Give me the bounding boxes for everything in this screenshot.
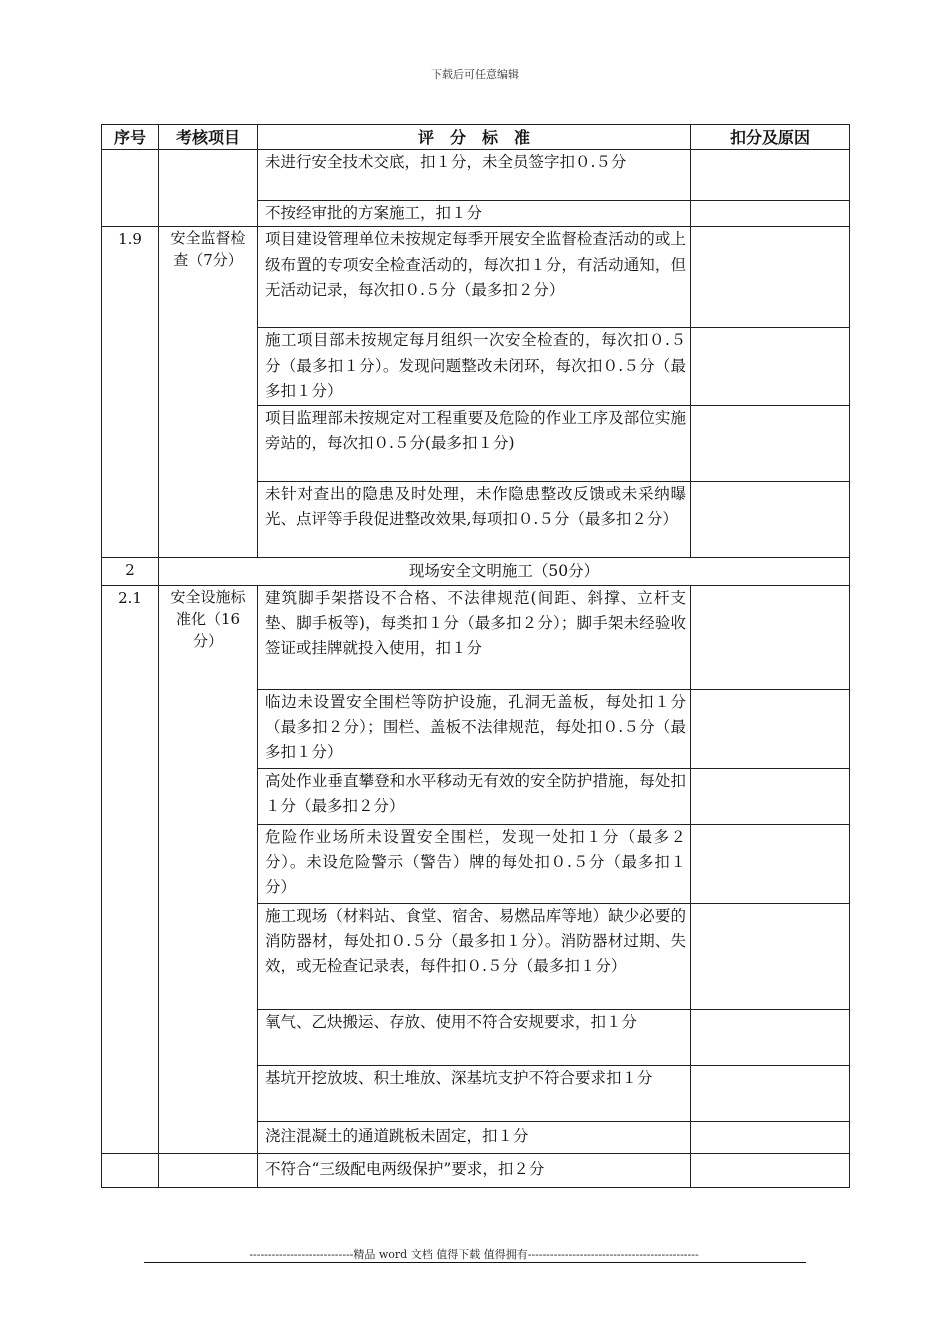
table-row	[102, 1153, 850, 1187]
criteria-cell: 建筑脚手架搭设不合格、不法律规范(间距、斜撑、立杆支垫、脚手板等)，每类扣１分（最多扣２分）；脚手架未经验收签证或挂牌就投入使用，扣１分	[258, 585, 691, 689]
table-row	[102, 585, 850, 689]
deduction-cell[interactable]	[691, 585, 850, 689]
deduction-cell[interactable]	[691, 824, 850, 903]
item-cell-empty	[159, 1153, 258, 1187]
deduction-cell[interactable]	[691, 328, 850, 405]
deduction-cell[interactable]	[691, 1009, 850, 1065]
page-footer: ----------------------------精品 word 文档 值得下载 值得拥有----------------------------------------------	[249, 1248, 699, 1261]
deduction-cell[interactable]	[691, 227, 850, 328]
assessment-table	[101, 124, 850, 1188]
criteria-cell: 氧气、乙炔搬运、存放、使用不符合安规要求，扣１分	[258, 1009, 691, 1065]
deduction-cell[interactable]	[691, 150, 850, 201]
criteria-cell: 未针对查出的隐患及时处理，未作隐患整改反馈或未采纳曝光、点评等手段促进整改效果,每项扣０.５分（最多扣２分）	[258, 481, 691, 557]
criteria-cell: 施工项目部未按规定每月组织一次安全检查的，每次扣０.５分（最多扣１分）。发现问题整改未闭环，每次扣０.５分（最多扣１分）	[258, 328, 691, 405]
header-criteria: 评 分 标 准	[258, 125, 691, 150]
section-title: 现场安全文明施工（50分）	[159, 557, 850, 585]
item-cell-empty	[159, 150, 258, 227]
page-header: 下载后可任意编辑	[431, 68, 519, 81]
table-row	[102, 227, 850, 328]
deduction-cell[interactable]	[691, 768, 850, 824]
criteria-cell: 项目建设管理单位未按规定每季开展安全监督检查活动的或上级布置的专项安全检查活动的，每次扣１分，有活动通知，但无活动记录，每次扣０.５分（最多扣２分）	[258, 227, 691, 328]
deduction-cell[interactable]	[691, 201, 850, 227]
seq-cell: 1.9	[102, 227, 159, 557]
section-row	[102, 557, 850, 585]
item-cell: 安全设施标准化（16分）	[159, 585, 258, 1153]
criteria-cell: 高处作业垂直攀登和水平移动无有效的安全防护措施，每处扣１分（最多扣２分）	[258, 768, 691, 824]
deduction-cell[interactable]	[691, 903, 850, 1009]
header-seq: 序号	[102, 125, 159, 150]
criteria-cell: 基坑开挖放坡、积土堆放、深基坑支护不符合要求扣１分	[258, 1065, 691, 1121]
footer-rule	[144, 1262, 806, 1263]
deduction-cell[interactable]	[691, 481, 850, 557]
criteria-cell: 未进行安全技术交底，扣１分，未全员签字扣０.５分	[258, 150, 691, 201]
item-cell: 安全监督检查（7分）	[159, 227, 258, 557]
seq-cell: 2.1	[102, 585, 159, 1153]
header-item: 考核项目	[159, 125, 258, 150]
header-deduction: 扣分及原因	[691, 125, 850, 150]
deduction-cell[interactable]	[691, 689, 850, 768]
criteria-cell: 施工现场（材料站、食堂、宿舍、易燃品库等地）缺少必要的消防器材，每处扣０.５分（最多扣１分）。消防器材过期、失效，或无检查记录表，每件扣０.５分（最多扣１分）	[258, 903, 691, 1009]
seq-cell-empty	[102, 150, 159, 227]
table-header-row	[102, 125, 850, 150]
section-number: 2	[102, 557, 159, 585]
deduction-cell[interactable]	[691, 1065, 850, 1121]
criteria-cell: 浇注混凝土的通道跳板未固定，扣１分	[258, 1121, 691, 1153]
deduction-cell[interactable]	[691, 405, 850, 481]
criteria-cell: 临边未设置安全围栏等防护设施，孔洞无盖板，每处扣１分（最多扣２分）；围栏、盖板不法律规范，每处扣０.５分（最多扣１分）	[258, 689, 691, 768]
criteria-cell: 不按经审批的方案施工，扣１分	[258, 201, 691, 227]
criteria-cell: 项目监理部未按规定对工程重要及危险的作业工序及部位实施旁站的，每次扣０.５分(最多扣１分)	[258, 405, 691, 481]
seq-cell-empty	[102, 1153, 159, 1187]
deduction-cell[interactable]	[691, 1153, 850, 1187]
table-row	[102, 150, 850, 201]
criteria-cell: 不符合“三级配电两级保护”要求，扣２分	[258, 1153, 691, 1187]
criteria-cell: 危险作业场所未设置安全围栏，发现一处扣１分（最多２分）。未设危险警示（警告）牌的每处扣０.５分（最多扣１分）	[258, 824, 691, 903]
deduction-cell[interactable]	[691, 1121, 850, 1153]
